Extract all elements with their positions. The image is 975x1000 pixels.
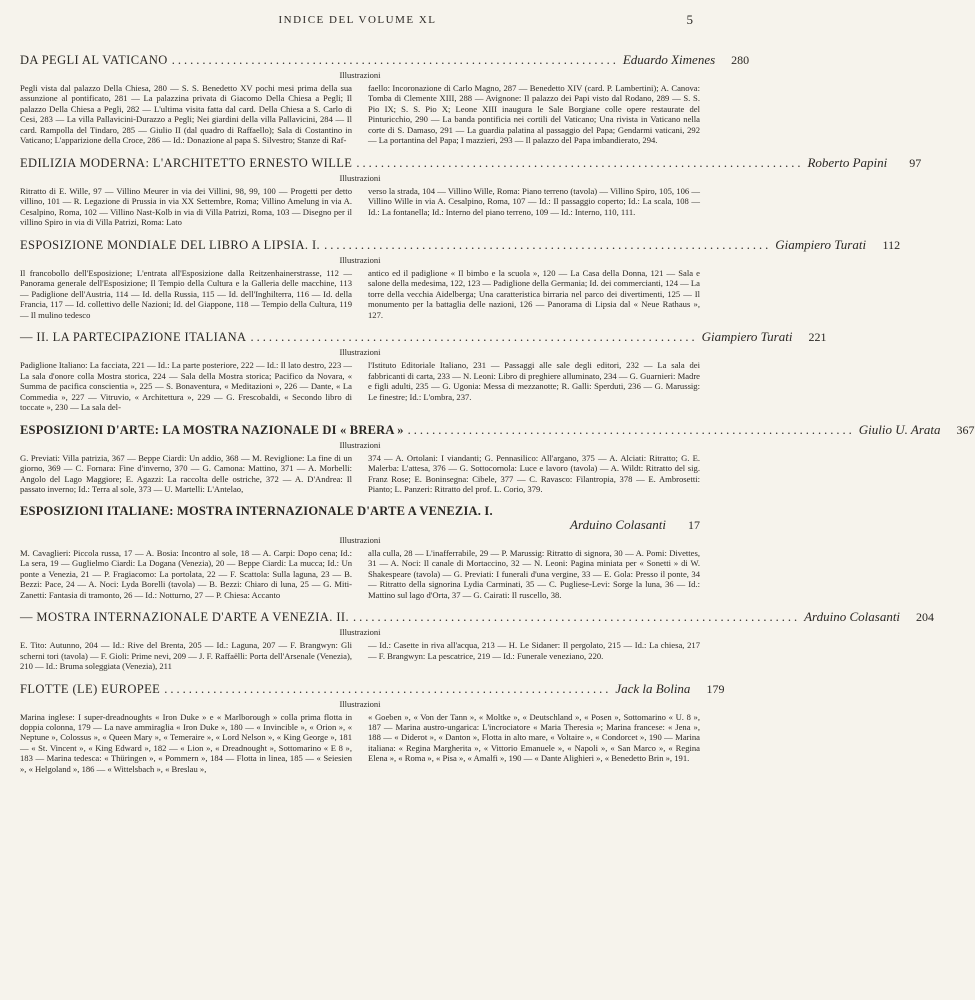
illustrations-col-left: E. Tito: Autunno, 204 — Id.: Rive del Brenta, 205 — Id.: Laguna, 207 — F. Brangwyn: Gli scherni tori (tavola) — F. Gioli: Prime nevi, 209 — J. F. Raffaëlli: Porta dell'Arsenale (Venezia), 210 — Id.: Bruma soleggiata (Venezia), 211 (20, 640, 352, 672)
entry-heading (20, 680, 725, 697)
illustrations-col-right: alla culla, 28 — L'inafferrabile, 29 — P. Marussig: Ritratto di signora, 30 — A. Pomi: Divettes, 31 — A. Noci: Il canale di Mortaccino, 32 — N. Leoni: Pagina miniata per « Sonetti » di W. Shakespeare (tavola) — G. Previati: I funerali d'una vergine, 33 — E. Gola: Presso il ponte, 34 — Ritratto della signorina Lydia Carminati, 35 — C. Pugliese-Levi: Sorge la luna, 36 — Id.: Mattino sul lago d'Orta, 37 — G. Cairati: Il ruscello, 38. (368, 547, 700, 600)
running-head: INDICE DEL VOLUME XL (278, 14, 437, 26)
illustrations-text (20, 712, 700, 775)
illustrations-col-left: Pegli vista dal palazzo Della Chiesa, 280 — S. S. Benedetto XV pochi mesi prima della sua assunzione al pontificato, 281 — La palazzina privata di Giacomo Della Chiesa a Pegli; Il palazzo Della Chiesa a Pegli, 282 — L'ultima visita fatta dal card. Della Chiesa a S. Carlo di Cesi, 283 — La villa Pallavicini-Durazzo a Pegli; Nei giardini della villa Pallavicini, 284 — Il card. Rampolla del Tindaro, 285 — Giulio II (dal quadro di Raffaello); Sala di Costantino in Vaticano; L'apparizione della Croce, 286 — Id.: Donazione al papa S. Silvestro; Stanze di Raf- (20, 83, 352, 146)
dot-leader: ......................................................................... (356, 155, 804, 170)
illustrations-col-left: Il francobollo dell'Esposizione; L'entrata all'Esposizione dalla Reitzenhainerstrasse, 112 — Panorama generale dell'Esposizione; Il Tempio della Cultura e la Galleria delle macchine, 113 — Padiglione dell'Austria, 114 — Id. della Russia, 115 — Id. dell'Inghilterra, 116 — Id. della Francia, 117 — Id. collettivo delle Nazioni; Id. del Giappone, 118 — Tempio della Cultura, 119 — Il mulino tedesco (20, 267, 352, 320)
illustrations-text (20, 360, 700, 412)
dot-leader: ......................................................................... (352, 610, 801, 625)
entry-heading (20, 52, 750, 68)
dot-leader: ......................................................................... (171, 53, 619, 67)
illustrations-col-right: verso la strada, 104 — Villino Wille, Roma: Piano terreno (tavola) — Villino Spiro, 105, 106 — Villino Wille in via A. Cesalpino, Roma, 107 — Id.: Il passaggio coperto; Id.: La scala, 108 — Id.: La fontanella; Id.: Interno del piano terreno, 109 — Id.: Interno, 110, 111. (368, 185, 700, 217)
illustrations-label: Illustrazioni (339, 439, 381, 450)
illustrations-label: Illustrazioni (339, 172, 381, 183)
entry-title: — MOSTRA INTERNAZIONALE D'ARTE A VENEZIA. II. (20, 610, 349, 625)
entry-author: Roberto Papini (807, 154, 888, 170)
index-entry (20, 329, 827, 413)
entry-title: ESPOSIZIONI D'ARTE: LA MOSTRA NAZIONALE DI « BRERA » (20, 422, 404, 437)
entry-heading (20, 609, 935, 625)
index-list (20, 52, 975, 783)
entry-page: 179 (706, 681, 725, 696)
entry-author-line (20, 517, 700, 533)
illustrations-text (20, 186, 700, 228)
index-entry (20, 421, 975, 495)
illustrations-col-left: G. Previati: Villa patrizia, 367 — Beppe Ciardi: Un addio, 368 — M. Reviglione: La fine di un giorno, 369 — C. Fornara: Fine d'inverno, 370 — G. Camona: Mattino, 371 — A. Morbelli: Angolo del Lago Maggiore; E. Agazzi: La raccolta delle ostriche, 372 — A. D'Andrea: Il passato inverno; Id.: Terra al sole, 373 — U. Martelli: L'Antelao, (20, 452, 352, 495)
index-entry (20, 504, 700, 600)
entry-author: Eduardo Ximenes (622, 52, 716, 67)
index-entry (20, 609, 935, 672)
entry-page: 367 (956, 422, 975, 437)
dot-leader: ......................................................................... (250, 330, 698, 345)
entry-heading (20, 236, 901, 253)
entry-title: DA PEGLI AL VATICANO (20, 53, 168, 67)
illustrations-col-right: 374 — A. Ortolani: I viandanti; G. Pennasilico: All'argano, 375 — A. Alciati: Ritratto; G. E. Malerba: L'attesa, 376 — G. Sottocornola: Luce e lavoro (tavola) — A. Wildt: Ritratto del sig. Franz Rose; E. Boninsegna: Cibele, 377 — C. Ravasco: Filantropia, 378 — E. Ambrosetti: Pianto; L. Panzeri: Ritratto del prof. L. Corio, 379. (368, 452, 700, 495)
illustrations-col-left: M. Cavaglieri: Piccola russa, 17 — A. Bosia: Incontro al sole, 18 — A. Carpi: Dopo cena; Id.: La sera, 19 — Guglielmo Ciardi: La Dogana (Venezia), 20 — Beppe Ciardi: La mucca; Id.: Un ponte a Venezia, 21 — P. Fragiacomo: La portolata, 22 — F. Scattola: Sulla laguna, 23 — B. Bezzi: Pace, 24 — A. Noci: Lyda Borelli (tavola) — B. Bezzi: Chiaro di luna, 25 — G. Miti-Zanetti: Fantasia di tramonto, 26 — Id.: Notturno, 27 — P. Chiesa: Accanto (20, 547, 352, 600)
entry-page: 17 (688, 517, 700, 532)
entry-title: ESPOSIZIONI ITALIANE: MOSTRA INTERNAZIONALE D'ARTE A VENEZIA. I. (20, 503, 493, 518)
illustrations-label: Illustrazioni (339, 254, 381, 265)
entry-heading (20, 421, 975, 438)
dot-leader: ......................................................................... (407, 422, 855, 437)
dot-leader: ......................................................................... (164, 681, 612, 696)
illustrations-text (20, 268, 700, 320)
entry-title: ESPOSIZIONE MONDIALE DEL LIBRO A LIPSIA. I. (20, 237, 321, 252)
entry-heading (20, 329, 827, 345)
entry-heading (20, 154, 922, 171)
entry-title: — II. LA PARTECIPAZIONE ITALIANA (20, 330, 247, 345)
entry-author: Giampiero Turati (701, 329, 793, 345)
illustrations-col-right: — Id.: Casette in riva all'acqua, 213 — H. Le Sidaner: Il pergolato, 215 — Id.: La chiesa, 217 — F. Brangwyn: La pescatrice, 219 — Id.: Funerale veneziano, 220. (368, 640, 700, 661)
illustrations-label: Illustrazioni (339, 534, 381, 545)
illustrations-col-right: l'Istituto Editoriale Italiano, 231 — Passaggi alle sale degli editori, 232 — La sala dei fabbricanti di carta, 233 — N. Leoni: Libro di preghiere alluminato, 234 — G. Guarnieri: Madre e figli adulti, 235 — G. Ugonia: Messa di mezzanotte; R. Galli: Sperduti, 236 — G. Marussig: Le finestre; Id.: L'ombra, 237. (368, 360, 700, 402)
illustrations-label: Illustrazioni (339, 698, 381, 709)
entry-author: Giulio U. Arata (858, 421, 941, 437)
illustrations-col-left: Padiglione Italiano: La facciata, 221 — Id.: La parte posteriore, 222 — Id.: Il lato destro, 223 — La sala d'onore colla Mostra storica, 224 — Sala della Mostra storica; Pacifico da Novara, « Summa de pacifica conscientia », 225 — S. Bonaventura, « Meditazioni », 226 — Dante, « La Commedia », 227 — Vitruvio, « Architettura », 229 — G. Frescobaldi, « Secondo libro di toccate », 230 — La sala del- (20, 360, 352, 413)
illustrations-text (20, 548, 700, 600)
entry-page: 97 (909, 155, 922, 170)
entry-title: FLOTTE (LE) EUROPEE (20, 681, 161, 696)
illustrations-text (20, 453, 700, 495)
index-entry (20, 680, 725, 775)
illustrations-col-right: « Goeben », « Von der Tann », « Moltke », « Deutschland », « Posen », Sottomarino « U. 8 », 187 — Marina austro-ungarica: L'incrociatore « Maria Theresia »; Marina francese: « Jena », 188 — « Diderot », « Danton », Flotta in alto mare, « Voltaire », « Condorcet », 190 — Marina italiana: « Regina Margherita », « Vittorio Emanuele », « Napoli », « San Marco », « Regina Elena », « Roma », « Pisa », « Amalfi », 190 — « Dante Alighieri », « Benedetto Brin », 191. (368, 711, 700, 764)
entry-author: Arduino Colasanti (570, 516, 666, 532)
dot-leader: ......................................................................... (324, 237, 772, 252)
entry-page: 112 (882, 237, 901, 252)
entry-title: EDILIZIA MODERNA: L'ARCHITETTO ERNESTO WILLE (20, 155, 353, 170)
illustrations-text (20, 640, 700, 671)
illustrations-col-left: Ritratto di E. Wille, 97 — Villino Meurer in via dei Villini, 98, 99, 100 — Progetti per detto villino, 101 — R. Legazione di Prussia in via XX Settembre, Roma; Villino Amelung in via A. Cesalpino, Roma, 102 — Villino Nast-Kolb in via di Villa Patrizi, Roma, 103 — Disegno per il villino Spiro in via di Villa Patrizi, Roma: Lato (20, 185, 352, 228)
illustrations-col-right: faello: Incoronazione di Carlo Magno, 287 — Benedetto XIV (card. P. Lambertini); A. Canova: Tomba di Clemente XIII, 288 — Avignone: Il palazzo dei Papi visto dal Rodano, 289 — S. S. Pio IX; S. S. Pio X; Leone XIII inaugura le Sale Borgiane colle opere restaurate del Pinturicchio, 290 — La banda pontificia nei cortili del Vaticano; Una rivista in Vaticano nella corte di S. Damaso, 291 — La guardia palatina al passaggio del Papa; Gendarmi vaticani, 292 — La portantina del Papa; I mazzieri, 293 — Il palazzo del Papa imbandierato, 294. (368, 83, 700, 146)
page-number: 5 (686, 12, 693, 27)
entry-page: 280 (731, 53, 750, 67)
illustrations-text (20, 83, 700, 146)
illustrations-col-right: antico ed il padiglione « Il bimbo e la scuola », 120 — La Casa della Donna, 121 — Sala e salone della medesima, 122, 123 — Padiglione della Germania; Id. dei commercianti, 124 — La torre della vecchia Aidelberga; Una caratteristica birraria nel parco dei divertimenti, 125 — Il monumento per la battaglia delle nazioni, 126 — Panorama di Lipsia dal « Neue Rathaus », 127. (368, 267, 700, 320)
illustrations-label: Illustrazioni (339, 347, 381, 358)
index-entry (20, 236, 901, 320)
entry-author: Jack la Bolina (615, 680, 691, 696)
entry-page: 221 (808, 330, 827, 345)
illustrations-label: Illustrazioni (339, 627, 381, 638)
entry-author: Arduino Colasanti (804, 609, 901, 625)
illustrations-label: Illustrazioni (339, 70, 381, 80)
index-entry (20, 52, 750, 146)
illustrations-col-left: Marina inglese: I super-dreadnoughts « Iron Duke » e « Marlborough » colla prima flotta in doppia colonna, 179 — La nave ammiraglia « Iron Duke », 180 — « Invincible », « Orion », « Neptune », Colossus », « Queen Mary », « Temeraire », « Lord Nelson », « King George », 181 — « St. Vincent », « King Edward », 182 — « Lion », « Dreadnought », Sottomarino « E 8 », 183 — Marina tedesca: « Thüringen », « Pommern », 184 — Flotta in linea, 185 — « Seiesien », « Helgoland », 186 — « Wittelsbach », « Breslau », (20, 711, 352, 774)
index-entry (20, 154, 922, 228)
entry-page: 204 (916, 610, 935, 625)
entry-author: Giampiero Turati (775, 236, 867, 252)
